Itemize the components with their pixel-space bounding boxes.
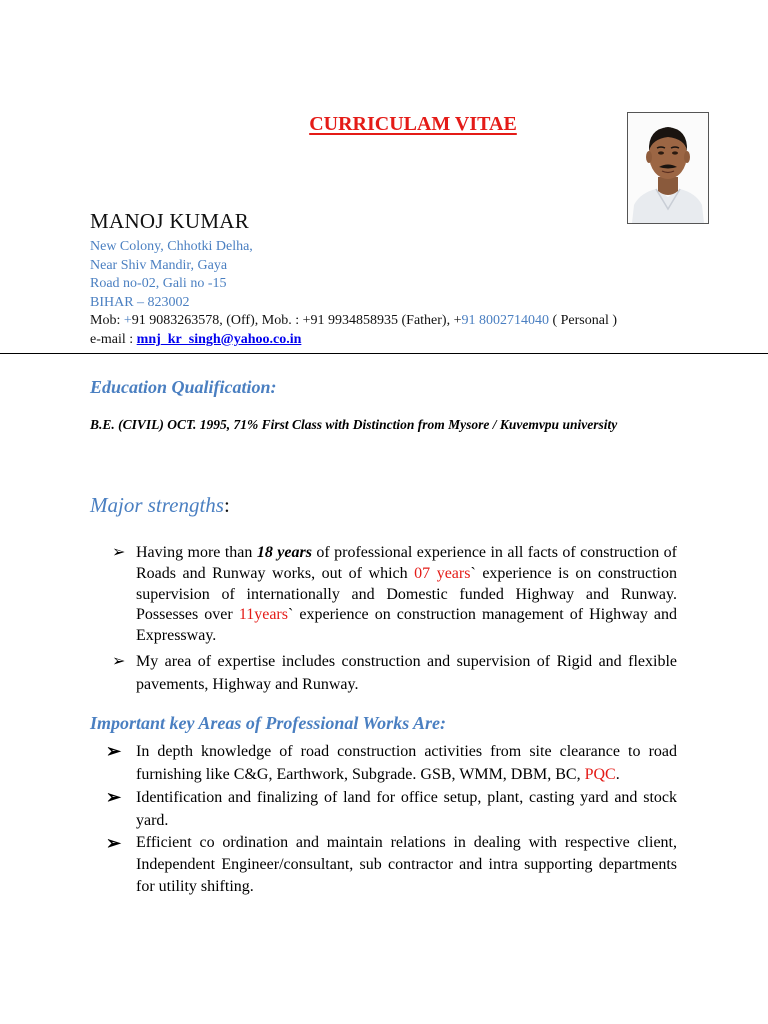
- list-item: [112, 650, 677, 696]
- mobile-numbers: 91 9083263578, (Off), Mob. : +91 9934858935 (Father), +: [131, 313, 462, 328]
- strength-text: ` experience on construction management of Highway and Expressway.: [136, 606, 678, 645]
- key-area-text: Identification and finalizing of land for office setup, plant, casting yard and stock yard.: [136, 789, 677, 829]
- major-strengths-heading-text: Major strengths: [90, 493, 224, 517]
- section-divider: [0, 353, 768, 354]
- arrow-bullet-icon: ➢: [112, 652, 126, 670]
- strength-text: ` experience is on construction supervision of internationally and Domestic funded Highway and Runway. Possesses over: [136, 564, 677, 624]
- major-strengths-heading-colon: :: [223, 493, 230, 517]
- address-line: Road no-02, Gali no -15: [90, 276, 227, 291]
- address-line: New Colony, Chhotki Delha,: [90, 239, 253, 254]
- mobile-line: [90, 312, 617, 331]
- key-areas-list: [106, 740, 677, 898]
- strength-years-red: 11years: [238, 606, 288, 624]
- mobile-label: Mob:: [90, 313, 124, 328]
- arrow-bullet-icon: ➢: [106, 741, 122, 761]
- strength-years-emphasis: 18 years: [256, 544, 312, 561]
- strength-text: Having more than: [136, 544, 257, 561]
- mobile-personal-label: ( Personal ): [548, 313, 618, 328]
- portrait-photo: [627, 112, 709, 224]
- candidate-name: MANOJ KUMAR: [90, 209, 250, 233]
- email-link[interactable]: mnj_kr_singh@yahoo.co.in: [136, 331, 302, 347]
- arrow-bullet-icon: ➢: [106, 787, 122, 807]
- key-areas-heading: Important key Areas of Professional Works Are:: [90, 713, 447, 733]
- strength-text: of professional experience in all facts of construction of Roads and Runway works, out of which: [136, 544, 678, 582]
- email-label: e-mail :: [90, 331, 137, 347]
- education-detail: B.E. (CIVIL) OCT. 1995, 71% First Class with Distinction from Mysore / Kuvemvpu university: [90, 417, 618, 432]
- education-heading: [90, 377, 277, 398]
- address-line: Near Shiv Mandir, Gaya: [90, 257, 228, 273]
- mobile-personal-number: 91 8002714040: [461, 313, 549, 328]
- education-heading-text: Education Qualification: [90, 377, 271, 397]
- contact-block: [90, 238, 617, 349]
- major-strengths-heading: [90, 493, 230, 518]
- arrow-bullet-icon: ➢: [112, 544, 126, 561]
- strength-text: My area of expertise includes construction and supervision of Rigid and flexible pavements, Highway and Runway.: [136, 652, 677, 693]
- address-line: BIHAR – 823002: [90, 294, 190, 310]
- education-heading-colon: :: [270, 377, 277, 397]
- major-strengths-list: [112, 543, 677, 696]
- list-item: [112, 543, 677, 647]
- key-area-text: Efficient co ordination and maintain relations in dealing with respective client, Independent Engineer/consultant, sub contractor and intra supporting departments for utility shifting.: [136, 834, 677, 895]
- key-area-red-text: PQC: [584, 766, 616, 783]
- strength-years-red: 07 years: [414, 564, 471, 582]
- arrow-bullet-icon: ➢: [106, 833, 122, 853]
- key-area-text: In depth knowledge of road construction activities from site clearance to road furnishing like C&G, Earthwork, Subgrade. GSB, WMM, DBM, BC,: [136, 743, 677, 783]
- list-item: [106, 832, 677, 898]
- email-line: [90, 331, 617, 350]
- key-area-text: .: [615, 766, 620, 783]
- mobile-plus: +: [123, 313, 132, 328]
- list-item: [106, 786, 677, 832]
- list-item: [106, 740, 677, 786]
- cv-title: CURRICULAM VITAE: [309, 113, 517, 135]
